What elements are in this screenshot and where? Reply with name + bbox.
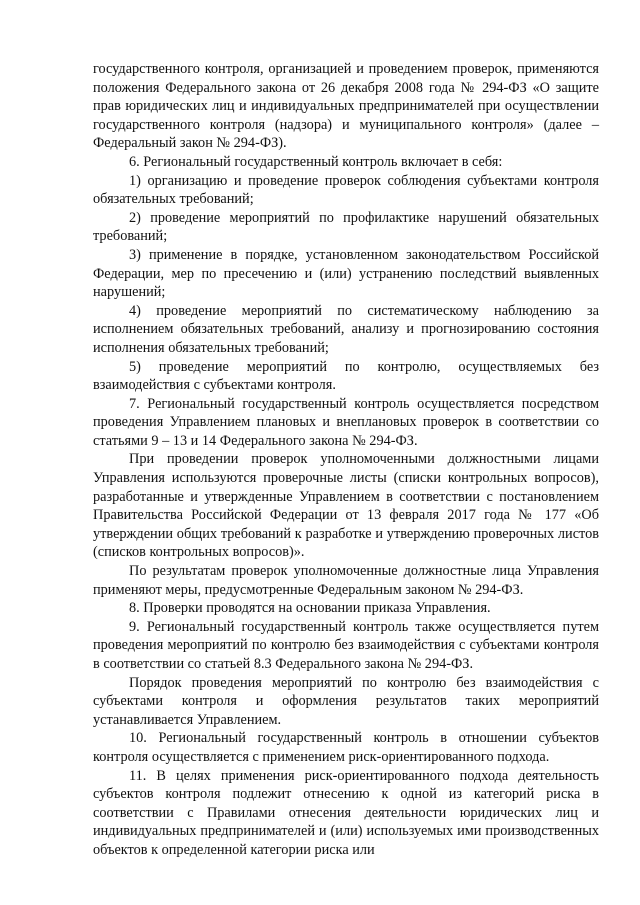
paragraph-item-9: 9. Региональный государственный контроль также осуществляется путем проведения мероприятий по контролю без взаимодействия с субъектами контроля в соответствии со статьей 8.3 Федерального закона № 294-ФЗ.: [93, 618, 599, 672]
paragraph-control-procedure: Порядок проведения мероприятий по контролю без взаимодействия с субъектами контроля и оформления результатов таких мероприятий устанавливается Управлением.: [93, 674, 599, 728]
document-page: [93, 60, 599, 860]
paragraph-item-6: 6. Региональный государственный контроль включает в себя:: [129, 153, 503, 170]
paragraph-subitem-1: 1) организацию и проведение проверок соблюдения субъектами контроля обязательных требований;: [93, 172, 599, 208]
paragraph-subitem-5: 5) проведение мероприятий по контролю, осуществляемых без взаимодействия с субъектами контроля.: [93, 358, 599, 394]
paragraph-subitem-2: 2) проведение мероприятий по профилактике нарушений обязательных требований;: [93, 209, 599, 245]
paragraph-item-7: 7. Региональный государственный контроль осуществляется посредством проведения Управлением плановых и внеплановых проверок в соответствии со статьями 9 – 13 и 14 Федерального закона № 294-ФЗ.: [93, 395, 599, 449]
paragraph-checklists: При проведении проверок уполномоченными должностными лицами Управления используются проверочные листы (списки контрольных вопросов), разработанные и утвержденные Управлением в соответствии с постановлением Правительства Российской Федерации от 13 февраля 2017 года № 177 «Об утверждении общих требований к разработке и утверждению проверочных листов (списков контрольных вопросов)».: [93, 451, 599, 561]
paragraph-item-11: 11. В целях применения риск-ориентированного подхода деятельность субъектов контроля подлежит отнесению к одной из категорий риска в соответствии с Правилами отнесения деятельности юридических лиц и индивидуальных предпринимателей и (или) используемых ими производственных объектов к определенной категории риска или: [93, 767, 599, 858]
paragraph-inspection-results: По результатам проверок уполномоченные должностные лица Управления применяют меры, предусмотренные Федеральным законом № 294-ФЗ.: [93, 563, 599, 598]
paragraph-item-10: 10. Региональный государственный контроль в отношении субъектов контроля осуществляется с применением риск-ориентированного подхода.: [93, 730, 599, 765]
paragraph-subitem-4: 4) проведение мероприятий по систематическому наблюдению за исполнением обязательных требований, анализу и прогнозированию состояния исполнения обязательных требований;: [93, 302, 599, 356]
paragraph-subitem-3: 3) применение в порядке, установленном законодательством Российской Федерации, мер по пресечению и (или) устранению последствий выявленных нарушений;: [93, 246, 599, 301]
paragraph-item-8: 8. Проверки проводятся на основании приказа Управления.: [129, 600, 491, 617]
paragraph-laws-applied: государственного контроля, организацией и проведением проверок, применяются положения Федерального закона от 26 декабря 2008 года № 294-ФЗ «О защите прав юридических лиц и индивидуальных предпринимателей при осуществлении государственного контроля (надзора) и муниципального контроля» (далее – Федеральный закон № 294-ФЗ).: [93, 61, 599, 152]
